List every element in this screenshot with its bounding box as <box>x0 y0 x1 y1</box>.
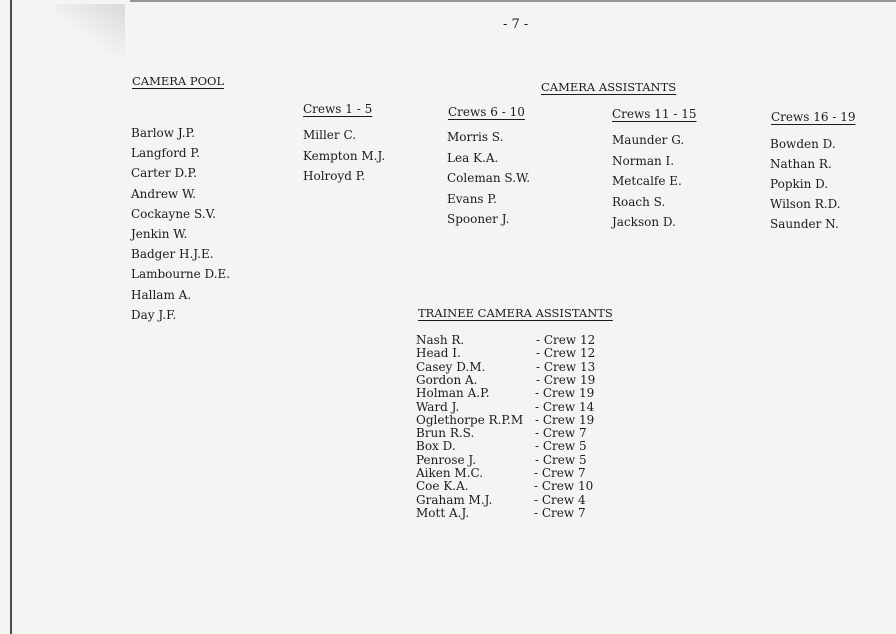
trainee-row <box>416 479 594 494</box>
trainee-crew: - Crew 14 <box>535 399 595 414</box>
trainees-heading: TRAINEE CAMERA ASSISTANTS <box>418 306 613 320</box>
crews-1-5-list <box>303 128 385 190</box>
assistant-name: Lea K.A. <box>447 150 499 165</box>
camera-assistants-heading: CAMERA ASSISTANTS <box>541 80 677 94</box>
trainee-name: Graham M.J. <box>416 492 493 507</box>
assistant-name: Nathan R. <box>770 157 832 171</box>
camera-pool-name: Barlow J.P. <box>131 126 196 140</box>
assistant-name: Coleman S.W. <box>447 171 531 185</box>
trainee-crew: - Crew 5 <box>535 452 587 467</box>
trainee-name: Coe K.A. <box>416 479 469 494</box>
assistant-name: Kempton M.J. <box>303 148 386 163</box>
crews-11-15-heading: Crews 11 - 15 <box>612 107 697 121</box>
camera-pool-name: Day J.F. <box>131 307 177 322</box>
trainee-crew: - Crew 10 <box>534 479 594 494</box>
trainee-name: Holman A.P. <box>416 386 490 401</box>
trainee-crew: - Crew 5 <box>535 439 587 454</box>
camera-pool-name: Carter D.P. <box>131 166 198 181</box>
trainee-name: Gordon A. <box>416 372 478 387</box>
camera-pool-heading: CAMERA POOL <box>132 74 225 88</box>
trainee-crew: - Crew 13 <box>536 359 596 374</box>
trainee-row <box>416 505 586 520</box>
trainee-name: Brun R.S. <box>416 426 475 441</box>
assistant-name: Saunder N. <box>770 217 839 231</box>
crews-16-19-heading: Crews 16 - 19 <box>771 110 856 124</box>
crews-1-5-heading: Crews 1 - 5 <box>303 102 373 116</box>
assistant-name: Jackson D. <box>612 215 676 229</box>
trainee-row <box>416 372 596 387</box>
page-left-edge <box>10 0 12 634</box>
trainee-row <box>416 333 596 347</box>
assistant-name: Wilson R.D. <box>770 197 841 211</box>
trainee-name: Aiken M.C. <box>416 466 484 480</box>
trainee-row <box>416 386 595 401</box>
trainee-name: Penrose J. <box>416 452 477 467</box>
trainee-crew: - Crew 19 <box>535 412 595 427</box>
camera-pool-name: Lambourne D.E. <box>131 267 231 282</box>
trainee-crew: - Crew 7 <box>534 505 586 520</box>
trainee-name: Casey D.M. <box>416 359 486 374</box>
trainee-row <box>416 426 587 441</box>
camera-pool-name: Hallam A. <box>131 287 192 302</box>
trainee-crew: - Crew 7 <box>535 426 587 441</box>
assistant-name: Evans P. <box>447 191 497 206</box>
assistant-name: Norman I. <box>612 153 675 168</box>
page-number: - 7 - <box>503 17 529 32</box>
trainee-row <box>416 399 595 414</box>
trainee-crew: - Crew 7 <box>534 466 586 480</box>
trainee-name: Mott A.J. <box>416 505 470 520</box>
assistant-name: Roach S. <box>612 194 666 209</box>
trainee-name: Nash R. <box>416 333 465 347</box>
trainee-row <box>416 439 587 454</box>
trainee-row <box>416 346 596 361</box>
trainee-name: Head I. <box>416 346 461 361</box>
crews-11-15-list <box>612 133 684 236</box>
trainee-name: Oglethorpe R.P.M <box>416 412 524 427</box>
assistant-name: Morris S. <box>447 130 504 144</box>
trainee-crew: - Crew 19 <box>535 386 595 401</box>
trainee-row <box>416 452 587 467</box>
trainee-crew: - Crew 19 <box>536 372 596 387</box>
page-top-edge <box>130 0 896 2</box>
scan-smudge <box>55 4 125 59</box>
assistant-name: Miller C. <box>303 128 357 142</box>
assistant-name: Metcalfe E. <box>612 174 682 188</box>
trainee-crew: - Crew 12 <box>536 333 596 347</box>
assistant-name: Bowden D. <box>770 137 836 151</box>
camera-pool-name: Andrew W. <box>131 186 197 201</box>
trainee-name: Ward J. <box>416 399 460 414</box>
crews-6-10-heading: Crews 6 - 10 <box>448 105 525 119</box>
assistant-name: Spooner J. <box>447 212 510 226</box>
assistant-name: Holroyd P. <box>303 169 366 183</box>
trainee-row <box>416 412 595 427</box>
camera-pool-list <box>131 126 230 328</box>
trainee-list <box>416 333 616 523</box>
crews-6-10-list <box>447 130 530 233</box>
camera-pool-name: Langford P. <box>131 146 200 161</box>
trainee-name: Box D. <box>416 439 456 454</box>
assistant-name: Maunder G. <box>612 133 685 147</box>
trainee-row <box>416 466 586 480</box>
trainee-row <box>416 492 586 507</box>
camera-pool-name: Badger H.J.E. <box>131 247 214 262</box>
trainee-crew: - Crew 12 <box>536 346 596 361</box>
camera-pool-name: Cockayne S.V. <box>131 206 216 221</box>
camera-pool-name: Jenkin W. <box>131 226 188 241</box>
crews-16-19-list <box>770 137 841 237</box>
trainee-row <box>416 359 596 374</box>
trainee-crew: - Crew 4 <box>534 492 586 507</box>
assistant-name: Popkin D. <box>770 177 829 191</box>
